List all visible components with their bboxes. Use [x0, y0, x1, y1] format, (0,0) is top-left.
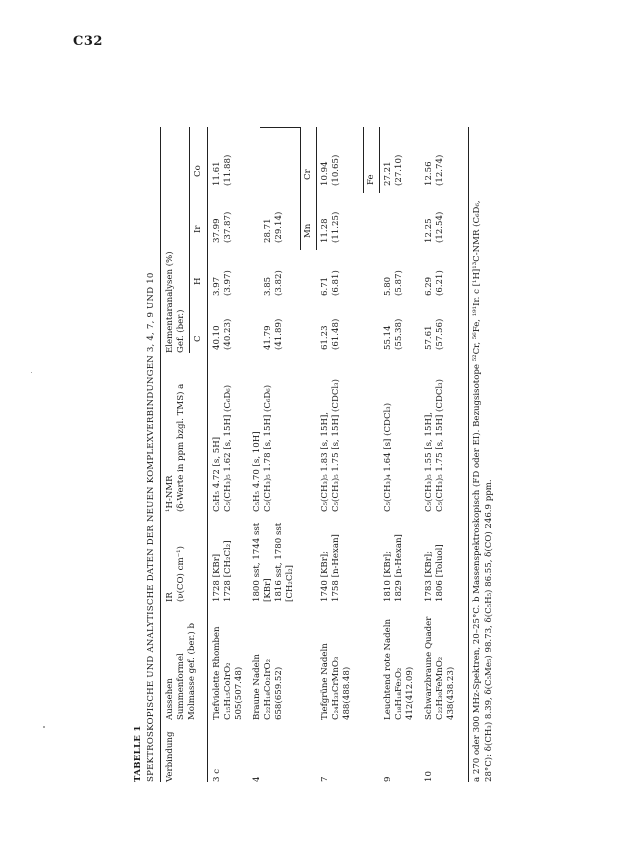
rotated-table-page: [130, 120, 540, 790]
row-10-fe-calc: (12.74): [435, 154, 445, 186]
row-7-nmr-2: C₅(CH₃)₅ 1.75 [s, 15H] (CDCl₃): [331, 379, 341, 512]
footnote-line-1: a 270 oder 300 MHz-Spektren, 20–25°C. b Massenspektroskopisch (FD oder EI). Bezugsisotope ⁵²Cr, ⁵⁶Fe, ¹⁹¹Ir. c [¹H]¹³C-NMR (C₆D₆,: [472, 200, 482, 782]
row-9-c-calc: (55.38): [394, 318, 404, 350]
row-9-molmass: 412(412.09): [405, 666, 415, 720]
row-7-h-found: 6.71: [320, 276, 330, 296]
row-7-appearance: Tiefgrüne Nadeln: [320, 643, 330, 720]
header-ir-unit: (ν(CO) cm⁻¹): [176, 546, 186, 602]
row-7-formula: C₂₄H₃₃CrMnO₃: [331, 656, 341, 720]
row-4-nmr-1: C₅H₅ 4.70 [s, 10H]: [252, 431, 262, 512]
scan-speck-small: [31, 372, 32, 373]
row-10-molmass: 438(438.23): [446, 666, 456, 720]
header-co: Co: [193, 165, 203, 177]
fe-rule: [363, 127, 364, 193]
header-analysis: Elementaranalysen (%): [165, 251, 175, 353]
row-7-ir-2: 1758 [n-Hexan]: [331, 534, 341, 602]
row-10-nmr-1: C₅(CH₃)₅ 1.55 [s, 15H],: [424, 411, 434, 512]
header-analysis-sub: Gef. (ber.): [176, 309, 186, 353]
row-3-appearance: Tiefviolette Rhomben: [212, 626, 222, 720]
row-3-c-found: 40.10: [212, 325, 222, 350]
row-3-formula: C₁₅H₁₅CoIrO₂: [223, 662, 233, 720]
row-7-c-found: 61.23: [320, 325, 330, 350]
header-fe: Fe: [366, 174, 376, 185]
page-number: C32: [73, 34, 103, 49]
row-4-h-calc: (3.82): [274, 270, 284, 296]
row-10-c-calc: (57.56): [435, 318, 445, 350]
row-10-c-found: 57.61: [424, 325, 434, 350]
row-3-c-calc: (40.23): [223, 318, 233, 350]
row-3-molmass: 505(507.48): [234, 666, 244, 720]
header-mn: Mn: [303, 223, 313, 238]
header-h: H: [193, 277, 203, 285]
header-molmass: Molmasse gef. (ber.) b: [187, 623, 197, 720]
row-10-appearance: Schwarzbraune Quader: [424, 616, 434, 720]
row-3-id: 3 c: [212, 768, 222, 782]
header-appearance: Aussehen: [165, 678, 175, 720]
row-9-fe-found: 27.21: [383, 161, 393, 186]
table-caption: SPEKTROSKOPISCHE UND ANALYTISCHE DATEN DER NEUEN KOMPLEXVERBINDUNGEN 3, 4, 7, 9 UND 10: [146, 272, 156, 782]
row-7-id: 7: [320, 776, 330, 782]
row-10-fe-found: 12.56: [424, 161, 434, 186]
row-4-id: 4: [252, 776, 262, 782]
row-7-cr-calc: (10.65): [331, 154, 341, 186]
row-9-h-calc: (5.87): [394, 270, 404, 296]
footnote-line-2: 28°C): δ(CH₃) 8.39, δ(C₅Me₅) 98.73, δ(C₅H₅) 86.55, δ(CO) 246.9 ppm.: [484, 479, 494, 782]
row-4-formula: C₂₂H₁₈Co₂IrO₂: [263, 658, 273, 720]
row-3-co-calc: (11.88): [223, 154, 233, 186]
header-formula: Summenformel: [176, 653, 186, 720]
row-3-ir-1: 1728 [KBr]: [212, 553, 222, 602]
row-4-molmass: 658(659.52): [274, 666, 284, 720]
row-4-h-found: 3.85: [263, 276, 273, 296]
row-10-mn-calc: (12.54): [435, 211, 445, 243]
top-rule: [160, 127, 161, 782]
row-10-h-found: 6.29: [424, 276, 434, 296]
row-4-c-calc: (41.89): [274, 318, 284, 350]
row-4-ir-4: [CH₂Cl₂]: [285, 565, 295, 602]
row-7-cr-found: 10.94: [320, 161, 330, 186]
row-9-c-found: 55.14: [383, 325, 393, 350]
mn-cr-divider-mark: [260, 127, 300, 128]
row-4-ir-calc: (29.14): [274, 211, 284, 243]
row-3-h-calc: (3.97): [223, 270, 233, 296]
row-7-ir-1: 1740 [KBr];: [320, 550, 330, 602]
header-c: C: [193, 335, 203, 342]
row-3-ir-2: 1728 [CH₂Cl₂]: [223, 540, 233, 602]
row-10-nmr-2: C₅(CH₃)₅ 1.75 [s, 15H] (CDCl₃): [435, 379, 445, 512]
analysis-rule: [189, 127, 190, 353]
row-7-mn-found: 11.28: [320, 218, 330, 243]
row-7-nmr-1: C₅(CH₃)₅ 1.83 [s, 15H],: [320, 411, 330, 512]
row-9-nmr-1: C₅(CH₃)₄ 1.64 [s] (CDCl₃): [383, 402, 393, 512]
row-9-ir-2: 1829 [n-Hexan]: [394, 534, 404, 602]
header-nmr-unit: (δ-Werte in ppm bzgl. TMS) a: [176, 383, 186, 512]
row-4-ir-2: [KBr]: [263, 578, 273, 602]
row-10-id: 10: [424, 771, 434, 782]
row-4-ir-1: 1800 sst, 1744 sst: [252, 522, 262, 602]
row-9-appearance: Leuchtend rote Nadeln: [383, 618, 393, 720]
bottom-rule: [468, 127, 469, 782]
mn-cr-rule-lower: [316, 127, 317, 250]
row-4-ir-3: 1816 sst, 1780 sst: [274, 522, 284, 602]
row-3-h-found: 3.97: [212, 276, 222, 296]
row-9-h-found: 5.80: [383, 276, 393, 296]
row-7-molmass: 488(488.48): [342, 666, 352, 720]
header-rule: [207, 127, 208, 782]
row-4-ir-found: 28.71: [263, 218, 273, 243]
fe-rule-lower: [379, 127, 380, 193]
header-compound: Verbindung: [165, 731, 175, 782]
header-ir: IR: [165, 592, 175, 602]
row-3-co-found: 11.61: [212, 161, 222, 186]
row-4-nmr-2: C₅(CH₃)₅ 1.78 [s, 15H] (C₆D₆): [263, 384, 273, 512]
row-3-nmr-2: C₅(CH₃)₅ 1.62 [s, 15H] (C₆D₆): [223, 384, 233, 512]
row-10-ir-1: 1783 [KBr];: [424, 550, 434, 602]
header-cr: Cr: [303, 169, 313, 180]
header-ir-element: Ir: [193, 225, 203, 233]
row-9-fe-calc: (27.10): [394, 154, 404, 186]
row-4-appearance: Braune Nadeln: [252, 654, 262, 720]
row-3-ir-found: 37.99: [212, 218, 222, 243]
table-label: TABELLE 1: [133, 725, 143, 782]
row-10-formula: C₂₂H₃₀FeMnO₂: [435, 656, 445, 720]
row-9-id: 9: [383, 776, 393, 782]
row-3-nmr-1: C₅H₅ 4.72 [s, 5H]: [212, 436, 222, 512]
row-4-c-found: 41.79: [263, 325, 273, 350]
row-10-ir-2: 1806 [Toluol]: [435, 544, 445, 602]
row-10-mn-found: 12.25: [424, 218, 434, 243]
row-9-ir-1: 1810 [KBr];: [383, 550, 393, 602]
row-10-h-calc: (6.21): [435, 270, 445, 296]
mn-cr-rule: [300, 127, 301, 250]
row-9-formula: C₁₈H₁₈Fe₂O₂: [394, 667, 404, 720]
scan-speck: [43, 726, 45, 728]
row-7-c-calc: (61.48): [331, 318, 341, 350]
row-3-ir-calc: (37.87): [223, 211, 233, 243]
row-7-mn-calc: (11.25): [331, 211, 341, 243]
header-nmr: ¹H-NMR: [165, 475, 175, 512]
row-7-h-calc: (6.81): [331, 270, 341, 296]
